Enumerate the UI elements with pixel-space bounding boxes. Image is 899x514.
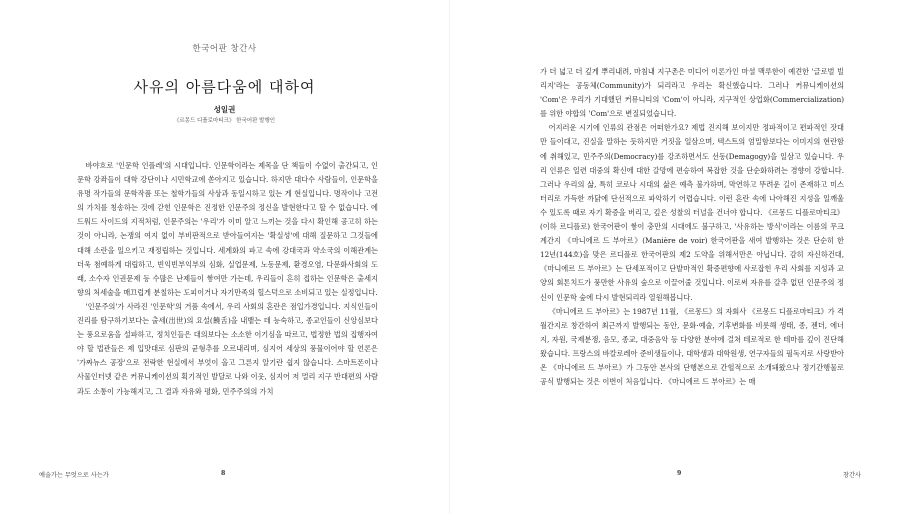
- section-header: 한국어판 창간사: [192, 44, 257, 54]
- running-footer-book-title: 예술가는 무엇으로 사는가: [39, 472, 109, 479]
- body-paragraph: 《마니에르 드 부아르》는 1987년 11월, 《르몽드》의 자회사 《르몽드 디플로마티크》가 격월간지로 창간하여 최근까지 발행되는 동안, 문화·예술, 기후변화를 비롯해 생태, 종, 젠더, 에너지, 자원, 국제분쟁, 음모, 종교, 대중음악 등 다양한 분야에 걸쳐 테로적로 한 테마를 깊이 진단해왔습니다. 프랑스의 바칼로레아 준비생들이나, 대학생과 대학원생, 연구자들의 필독지로 사랑받아온 《마니에르 드 부아르》가 그동안 본사의 단행본으로 간헐적으로 소개돼왔으나 정기간행물로 공식 발행되는 것은 이번이 처음입니다. 《마니에르 드 부아르》는 매: [540, 306, 844, 387]
- body-paragraph: 가 더 넓고 더 깊게 뿌리내려, 마침내 지구촌은 미디어 이론가인 마셜 맥루한이 예견한 '글로벌 빌리지'라는 공동체(Community)가 되리라고 우리는 확신했습니다. 그러나 커뮤니케이션의 'Com'은 우리가 기대했던 커뮤니티의 'Com'이 아니라, 지구적인 상업화(Commercialization)를 위한 야합의 'Com'으로 변질되었습니다.: [540, 67, 844, 119]
- body-paragraph: 어지러운 시기에 인류의 관점은 어떠한가요? 제법 진지해 보이지만 정파적이고 편파적인 잣대만 들이대고, 진실을 말하는 듯하지만 거짓을 일삼으며, 텍스트의 엄밀함보다는 이미지의 현란함에 취해있고, 민주주의(Democracy)를 강조하면서도 선동(Demagogy)을 일삼고 있습니다. 우리 인류은 일련 대중의 확신에 대한 갈망에 편승하여 복잡한 것을 단순화하려는 경향이 강합니다. 그러나 우리의 삶, 특히 코로나 시대의 삶은 예측 불가하며, 막연하고 뚜려운 길이 존재하고 미스터리로 가득한 까닭에 단선적으로 파악하기 어렵습니다. 이런 혼란 속에 나아해진 지성을 일깨울 수 있도록 때로 자기 확증을 버리고, 깊은 성찰의 터널을 건너야 합니다. 《르몽드 디플로마티크》(이하 르디플로) 한국어판이 쌓이 충만의 시대에도 불구하고, '사유하는 방식'이라는 이름의 무크 계간지 《마니에르 드 부아르》(Manière de voir) 한국어판을 새여 발행하는 것은 단순히 한 12년(144호)을 맞은 르디플로 한국어판의 제2 도약을 위해서만은 아닙니다. 감히 자신하건대, 《마니에르 드 부아르》는 단세포적이고 단발마적인 확증편향에 사로잡힌 우리 사회를 지성과 교양의 회톤치드가 풍만한 사유의 숲으로 이끌어줄 것입니다. 이로써 자유를 갈추 없던 인문주의 정신이 인문학 숲에 다시 발현되리라 열원해봅니다.: [540, 123, 844, 302]
- page-number-right: 9: [677, 470, 682, 477]
- author-affiliation: 《르몽드 디플로마티크》 한국어판 발행인: [173, 118, 276, 124]
- gutter-divider: [449, 0, 450, 514]
- left-body-text: [77, 159, 378, 439]
- left-page: [0, 0, 449, 514]
- body-paragraph: '인문주의'가 사라진 '인문학'의 거품 속에서, 우리 사회의 혼란은 점입가경입니다. 지식인들이 진리를 탐구하기보다는 출세(出世)의 요설(饒舌)을 내뱉는 데 능숙하고, 종교인들이 신앙심보다는 풍요로움을 설파하고, 정치인들은 대의보다는 소소한 이기심을 따르고, 법정한 법의 집행자여야 할 법관들은 제 입맛대로 심판의 균형추를 오르내리며, 심지어 세상의 풍물이어야 할 언론은 '가짜뉴스 공장'으로 전락한 현실에서 부엇이 올고 그른지 알기란 쉽지 않습니다. 스마트폰이나 사물인터넷 같은 커뮤니케이션의 획기적인 발달로 나와 이웃, 심지어 저 멀리 지구 반대편의 사람과도 소통이 가능해지고, 그 결과 자유와 평화, 민주주의의 가치: [77, 301, 378, 396]
- running-footer-section: 창간사: [843, 472, 861, 479]
- article-title: 사유의 아름다움에 대하여: [133, 78, 316, 96]
- right-body-text: [540, 65, 844, 445]
- page-number-left: 8: [221, 470, 226, 477]
- author-name: 성일권: [213, 105, 236, 114]
- body-paragraph: 바야흐로 '인문학 인플레'의 시대입니다. 인문학이라는 제목을 단 책들이 수없이 출간되고, 인문학 강좌들이 대학 강단이나 시민학교에 쏟아지고 있습니다. 하지만 대다수 사람들이, 인문학을 유명 작가들의 문학작품 또는 철학가들의 사상과 동일시하고 있는 게 현실입니다. 명작이나 고전의 가치를 칭송하는 것에 갇힌 인문학은 진정한 인문주의 정신을 발현한다고 할 수 없습니다. 에드워드 사이드의 지적처럼, 인문주의는 '우리'가 이미 알고 느끼는 것을 다시 확인해 공고히 하는 것이 아니라, 논쟁의 여지 없이 부비판적으로 받아들여지는 '확실성'에 대해 질문하고 그것들에 대해 소란을 일으키고 재정립하는 것입니다. 세계화의 파고 속에 강대국과 약소국의 이해관계는 더욱 첨예하게 대립하고, 빈익빈부익부의 심화, 실업문제, 노동문제, 환경오염, 다문화사회의 도래, 소수자 인권문제 등 수많은 난제들이 쌓여만 가는데, 우리들이 흔히 접하는 인문학은 출세지향의 처세술을 매끄럽게 분칠하는 도피이거나 자기만족의 힐스덕으로 소비되고 있는 실정입니다.: [77, 161, 378, 297]
